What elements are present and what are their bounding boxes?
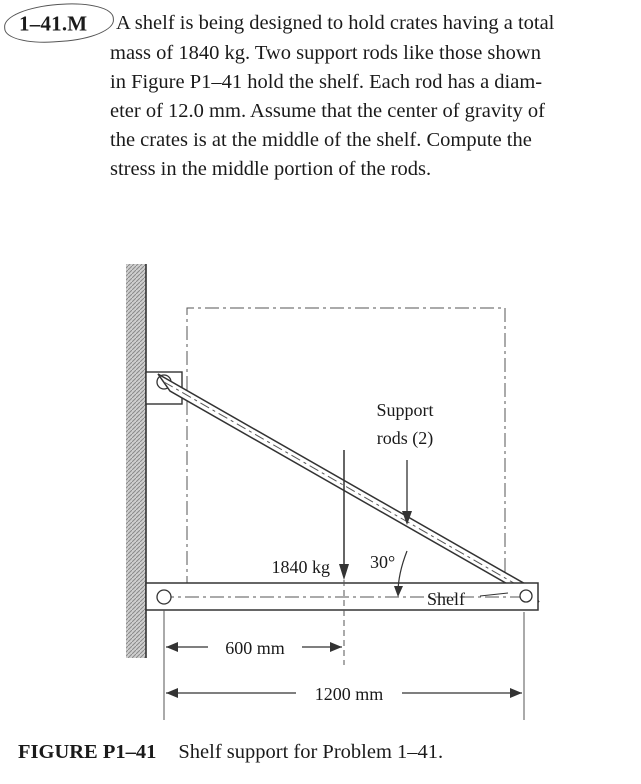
dim-1200-label: 1200 mm: [314, 684, 384, 704]
problem-text-line: the crates is at the middle of the shelf. Compute the: [110, 129, 532, 151]
problem-text-line: in Figure P1–41 hold the shelf. Each rod has a diam-: [110, 71, 543, 93]
shelf-end-pin: [520, 590, 532, 602]
shelf-support-figure: [0, 250, 641, 735]
caption-label: FIGURE P1–41: [18, 741, 157, 763]
problem-text-line: mass of 1840 kg. Two support rods like those shown: [110, 42, 541, 64]
load-label: 1840 kg: [271, 557, 330, 577]
problem-statement: [0, 0, 641, 200]
angle-label: 30°: [370, 552, 396, 572]
shelf: [146, 583, 538, 610]
problem-number-circle: [3, 0, 115, 46]
support-rod: [158, 374, 539, 602]
caption-text: Shelf support for Problem 1–41.: [178, 741, 444, 763]
figure-caption: [18, 741, 443, 764]
wall-hatching: [126, 264, 146, 658]
problem-text-line: stress in the middle portion of the rods.: [110, 158, 432, 180]
problem-text-line: eter of 12.0 mm. Assume that the center of gravity of: [110, 100, 545, 122]
support-label: rods (2): [376, 428, 434, 448]
dim-600-label: 600 mm: [225, 638, 285, 658]
problem-text-line: A shelf is being designed to hold crates having a total: [116, 12, 555, 34]
problem-number: 1–41.M: [19, 11, 88, 36]
shelf-wall-pin: [157, 590, 171, 604]
shelf-label: Shelf: [427, 589, 465, 609]
support-label: Support: [376, 400, 434, 420]
